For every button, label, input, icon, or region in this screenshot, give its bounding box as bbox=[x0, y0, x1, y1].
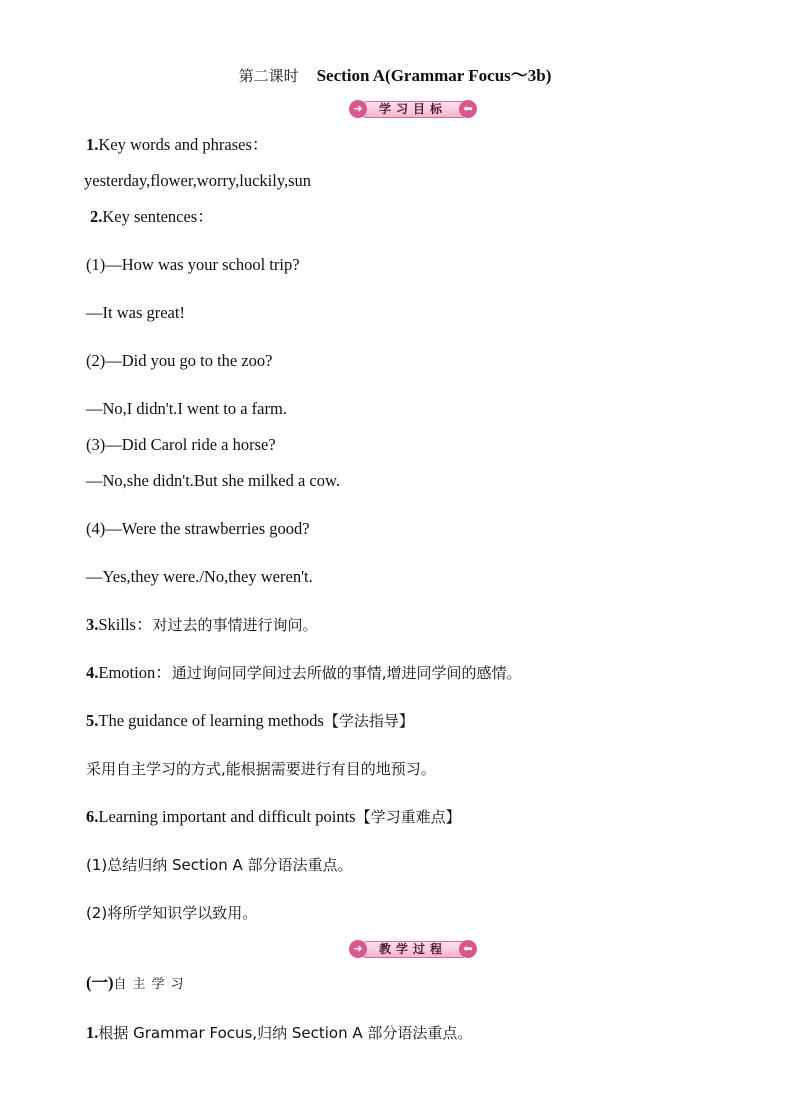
task-1 bbox=[86, 1022, 472, 1044]
item-text: 通过询问同学间过去所做的事情,增进同学间的感情。 bbox=[171, 664, 522, 682]
item-text: 【学习重难点】 bbox=[355, 808, 461, 826]
item-number: 3. bbox=[86, 615, 99, 634]
banner-label: 学习目标 bbox=[378, 102, 447, 116]
item-text: 对过去的事情进行询问。 bbox=[152, 616, 318, 634]
arrow-left-icon: ⬅ bbox=[459, 100, 477, 118]
item-number: 2. bbox=[90, 207, 103, 226]
item-skills bbox=[86, 614, 318, 636]
item-label: Skills： bbox=[98, 615, 153, 634]
item-key-sentences bbox=[90, 206, 214, 228]
sentence-2-question: (2)—Did you go to the zoo? bbox=[86, 351, 273, 370]
key-point-1: (1)总结归纳 Section A 部分语法重点。 bbox=[86, 856, 353, 874]
section-label: Section A(Grammar Focus～3b) bbox=[316, 66, 552, 85]
sentence-3-question: (3)—Did Carol ride a horse? bbox=[86, 435, 276, 454]
arrow-left-icon: ⬅ bbox=[459, 940, 477, 958]
objectives-banner bbox=[349, 98, 477, 120]
item-number: 1. bbox=[86, 1023, 99, 1042]
part-title: 自主学习 bbox=[113, 977, 190, 992]
item-label: Emotion： bbox=[98, 663, 172, 682]
learning-methods-body: 采用自主学习的方式,能根据需要进行有目的地预习。 bbox=[86, 760, 436, 778]
item-number: 1. bbox=[86, 135, 99, 154]
banner-label: 教学过程 bbox=[378, 942, 447, 956]
item-text: Key sentences： bbox=[102, 207, 214, 226]
sentence-4-answer: —Yes,they were./No,they weren't. bbox=[86, 567, 313, 586]
sentence-2-answer: —No,I didn't.I went to a farm. bbox=[86, 399, 287, 418]
page-title bbox=[0, 61, 790, 86]
part-number: (一) bbox=[86, 973, 114, 992]
item-number: 5. bbox=[86, 711, 99, 730]
item-text: 根据 Grammar Focus,归纳 Section A 部分语法重点。 bbox=[98, 1024, 473, 1042]
words-list: yesterday,flower,worry,luckily,sun bbox=[84, 171, 312, 190]
lesson-label: 第二课时 bbox=[238, 67, 299, 85]
item-number: 4. bbox=[86, 663, 99, 682]
sentence-4-question: (4)—Were the strawberries good? bbox=[86, 519, 310, 538]
item-learning-methods bbox=[86, 710, 414, 732]
sentence-1-answer: —It was great! bbox=[86, 303, 185, 322]
item-key-words bbox=[86, 134, 268, 156]
part-1-heading bbox=[86, 972, 190, 996]
item-text: 【学法指导】 bbox=[323, 712, 414, 730]
key-point-2: (2)将所学知识学以致用。 bbox=[86, 904, 258, 922]
item-emotion bbox=[86, 662, 522, 684]
item-label: Learning important and difficult points bbox=[98, 807, 356, 826]
item-text: Key words and phrases： bbox=[98, 135, 269, 154]
arrow-right-icon: ➜ bbox=[349, 940, 367, 958]
arrow-right-icon: ➜ bbox=[349, 100, 367, 118]
item-number: 6. bbox=[86, 807, 99, 826]
process-banner bbox=[349, 938, 477, 960]
sentence-1-question: (1)—How was your school trip? bbox=[86, 255, 300, 274]
item-key-points bbox=[86, 806, 461, 828]
item-label: The guidance of learning methods bbox=[98, 711, 324, 730]
sentence-3-answer: —No,she didn't.But she milked a cow. bbox=[86, 471, 340, 490]
